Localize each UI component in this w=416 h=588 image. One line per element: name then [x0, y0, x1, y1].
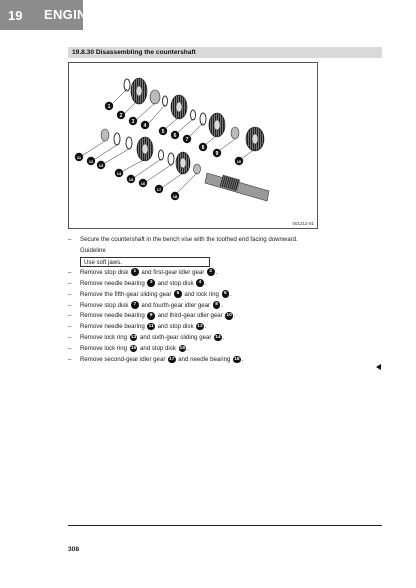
exploded-view-figure [68, 62, 318, 229]
callout-number-icon: 16 [179, 345, 185, 351]
figure-callout-label: 18 [172, 193, 178, 199]
instruction-step: – Remove needle bearing 3 and stop disk 4 . [68, 279, 207, 287]
instruction-step: – Remove needle bearing 9 and third-gear idler gear 10 . [68, 312, 236, 320]
callout-number-icon: 1 [131, 268, 139, 276]
intro-step: – Secure the countershaft in the bench vise with the toothed end facing downward. [68, 236, 298, 243]
callout-number-icon: 7 [131, 301, 139, 309]
step-text: . [221, 301, 223, 309]
figure-callout-label: 11 [76, 154, 82, 160]
step-text: . [204, 279, 207, 287]
step-text: Remove stop disk [80, 301, 131, 309]
needle-bearing-part [150, 90, 160, 104]
figure-callout-label: 9 [215, 150, 219, 157]
instruction-step: – Remove lock ring 15 and stop disk 16 . [68, 345, 189, 353]
step-text: . [233, 312, 236, 320]
step-text: Remove needle bearing [80, 312, 147, 320]
step-text: Remove lock ring [80, 334, 129, 342]
section-title: 19.8.30 Disassembling the countershaft [72, 49, 196, 56]
figure-callout-label: 4 [143, 122, 147, 129]
step-text: and first-gear idler gear [139, 268, 207, 276]
step-text: . [204, 323, 207, 331]
figure-callout-label: 16 [140, 180, 146, 186]
figure-callout-label: 7 [185, 136, 189, 143]
figure-callout-label: 14 [116, 170, 122, 176]
figure-callout-label: 12 [88, 158, 94, 164]
callout-number-icon: 12 [197, 323, 203, 329]
callout-number-icon: 8 [213, 301, 221, 309]
callout-number-icon: 10 [226, 313, 232, 319]
callout-number-icon: 9 [147, 312, 155, 320]
figure-callout-label: 8 [201, 144, 205, 151]
step-text: and fourth-gear idler gear [139, 301, 212, 309]
figure-callout-label: 15 [128, 176, 134, 182]
step-text: . [230, 290, 232, 298]
instructions [68, 235, 388, 366]
step-text: Remove lock ring [80, 345, 129, 353]
figure-callout-label: 13 [98, 162, 104, 168]
steps-list [68, 268, 388, 366]
step-text: Remove needle bearing [80, 323, 147, 331]
step-text: Remove needle bearing [80, 279, 147, 287]
instruction-step: – Remove second-gear idler gear 17 and needle bearing 18 . [68, 356, 244, 364]
step-text: . [241, 356, 244, 364]
callout-number-icon: 5 [174, 290, 182, 298]
step-text: and stop disk [155, 323, 196, 331]
callout-number-icon: 6 [222, 290, 230, 298]
guideline-box: Use soft jaws. [80, 257, 210, 267]
end-of-section-arrow-icon [376, 364, 381, 370]
step-text: . [215, 268, 218, 276]
footer-divider [68, 525, 382, 526]
callout-number-icon: 11 [148, 323, 154, 329]
callout-number-icon: 14 [215, 334, 221, 340]
step-text: . [222, 334, 225, 342]
callout-number-icon: 18 [234, 356, 240, 362]
figure-callout-label: 5 [161, 128, 165, 135]
step-text: Remove stop disk [80, 268, 131, 276]
instruction-step: – Remove lock ring 13 and sixth-gear sliding gear 14 . [68, 334, 225, 342]
figure-callout-label: 2 [119, 112, 123, 119]
figure-callout-label: 6 [173, 132, 177, 139]
figure-callout-label: 10 [236, 158, 242, 164]
callout-number-icon: 4 [196, 279, 204, 287]
step-text: and third-gear idler gear [155, 312, 225, 320]
callout-number-icon: 2 [207, 268, 215, 276]
page-number: 308 [68, 546, 80, 553]
figure-code: 001212-01 [292, 221, 314, 226]
step-text: and needle bearing [176, 356, 233, 364]
chapter-number: 19 [8, 7, 23, 23]
callout-number-icon: 13 [130, 334, 137, 340]
instruction-step: – Remove stop disk 1 and first-gear idler gear 2 . [68, 268, 218, 276]
guideline-label: Guideline [80, 246, 106, 254]
countershaft-exploded-drawing [69, 63, 317, 228]
step-text: and stop disk [138, 345, 178, 353]
instruction-step: – Remove needle bearing 11 and stop disk 12 . [68, 323, 207, 331]
callout-number-icon: 15 [130, 345, 137, 351]
callout-number-icon: 3 [147, 279, 155, 287]
step-text: Remove the fifth-gear sliding gear [80, 290, 174, 298]
instruction-step: – Remove stop disk 7 and fourth-gear idler gear 8 . [68, 301, 223, 309]
step-text: and stop disk [155, 279, 196, 287]
step-text: . [187, 345, 189, 353]
instruction-step: – Remove the fifth-gear sliding gear 5 and lock ring 6 . [68, 290, 232, 298]
step-text: Remove second-gear idler gear [80, 356, 168, 364]
chapter-title: ENGINE [44, 7, 96, 22]
figure-callout-label: 1 [107, 103, 111, 110]
step-text: and lock ring [182, 290, 221, 298]
step-text: and sixth-gear sliding gear [138, 334, 214, 342]
callout-number-icon: 17 [169, 356, 175, 362]
figure-callout-label: 17 [156, 186, 162, 192]
figure-callout-label: 3 [131, 118, 135, 125]
